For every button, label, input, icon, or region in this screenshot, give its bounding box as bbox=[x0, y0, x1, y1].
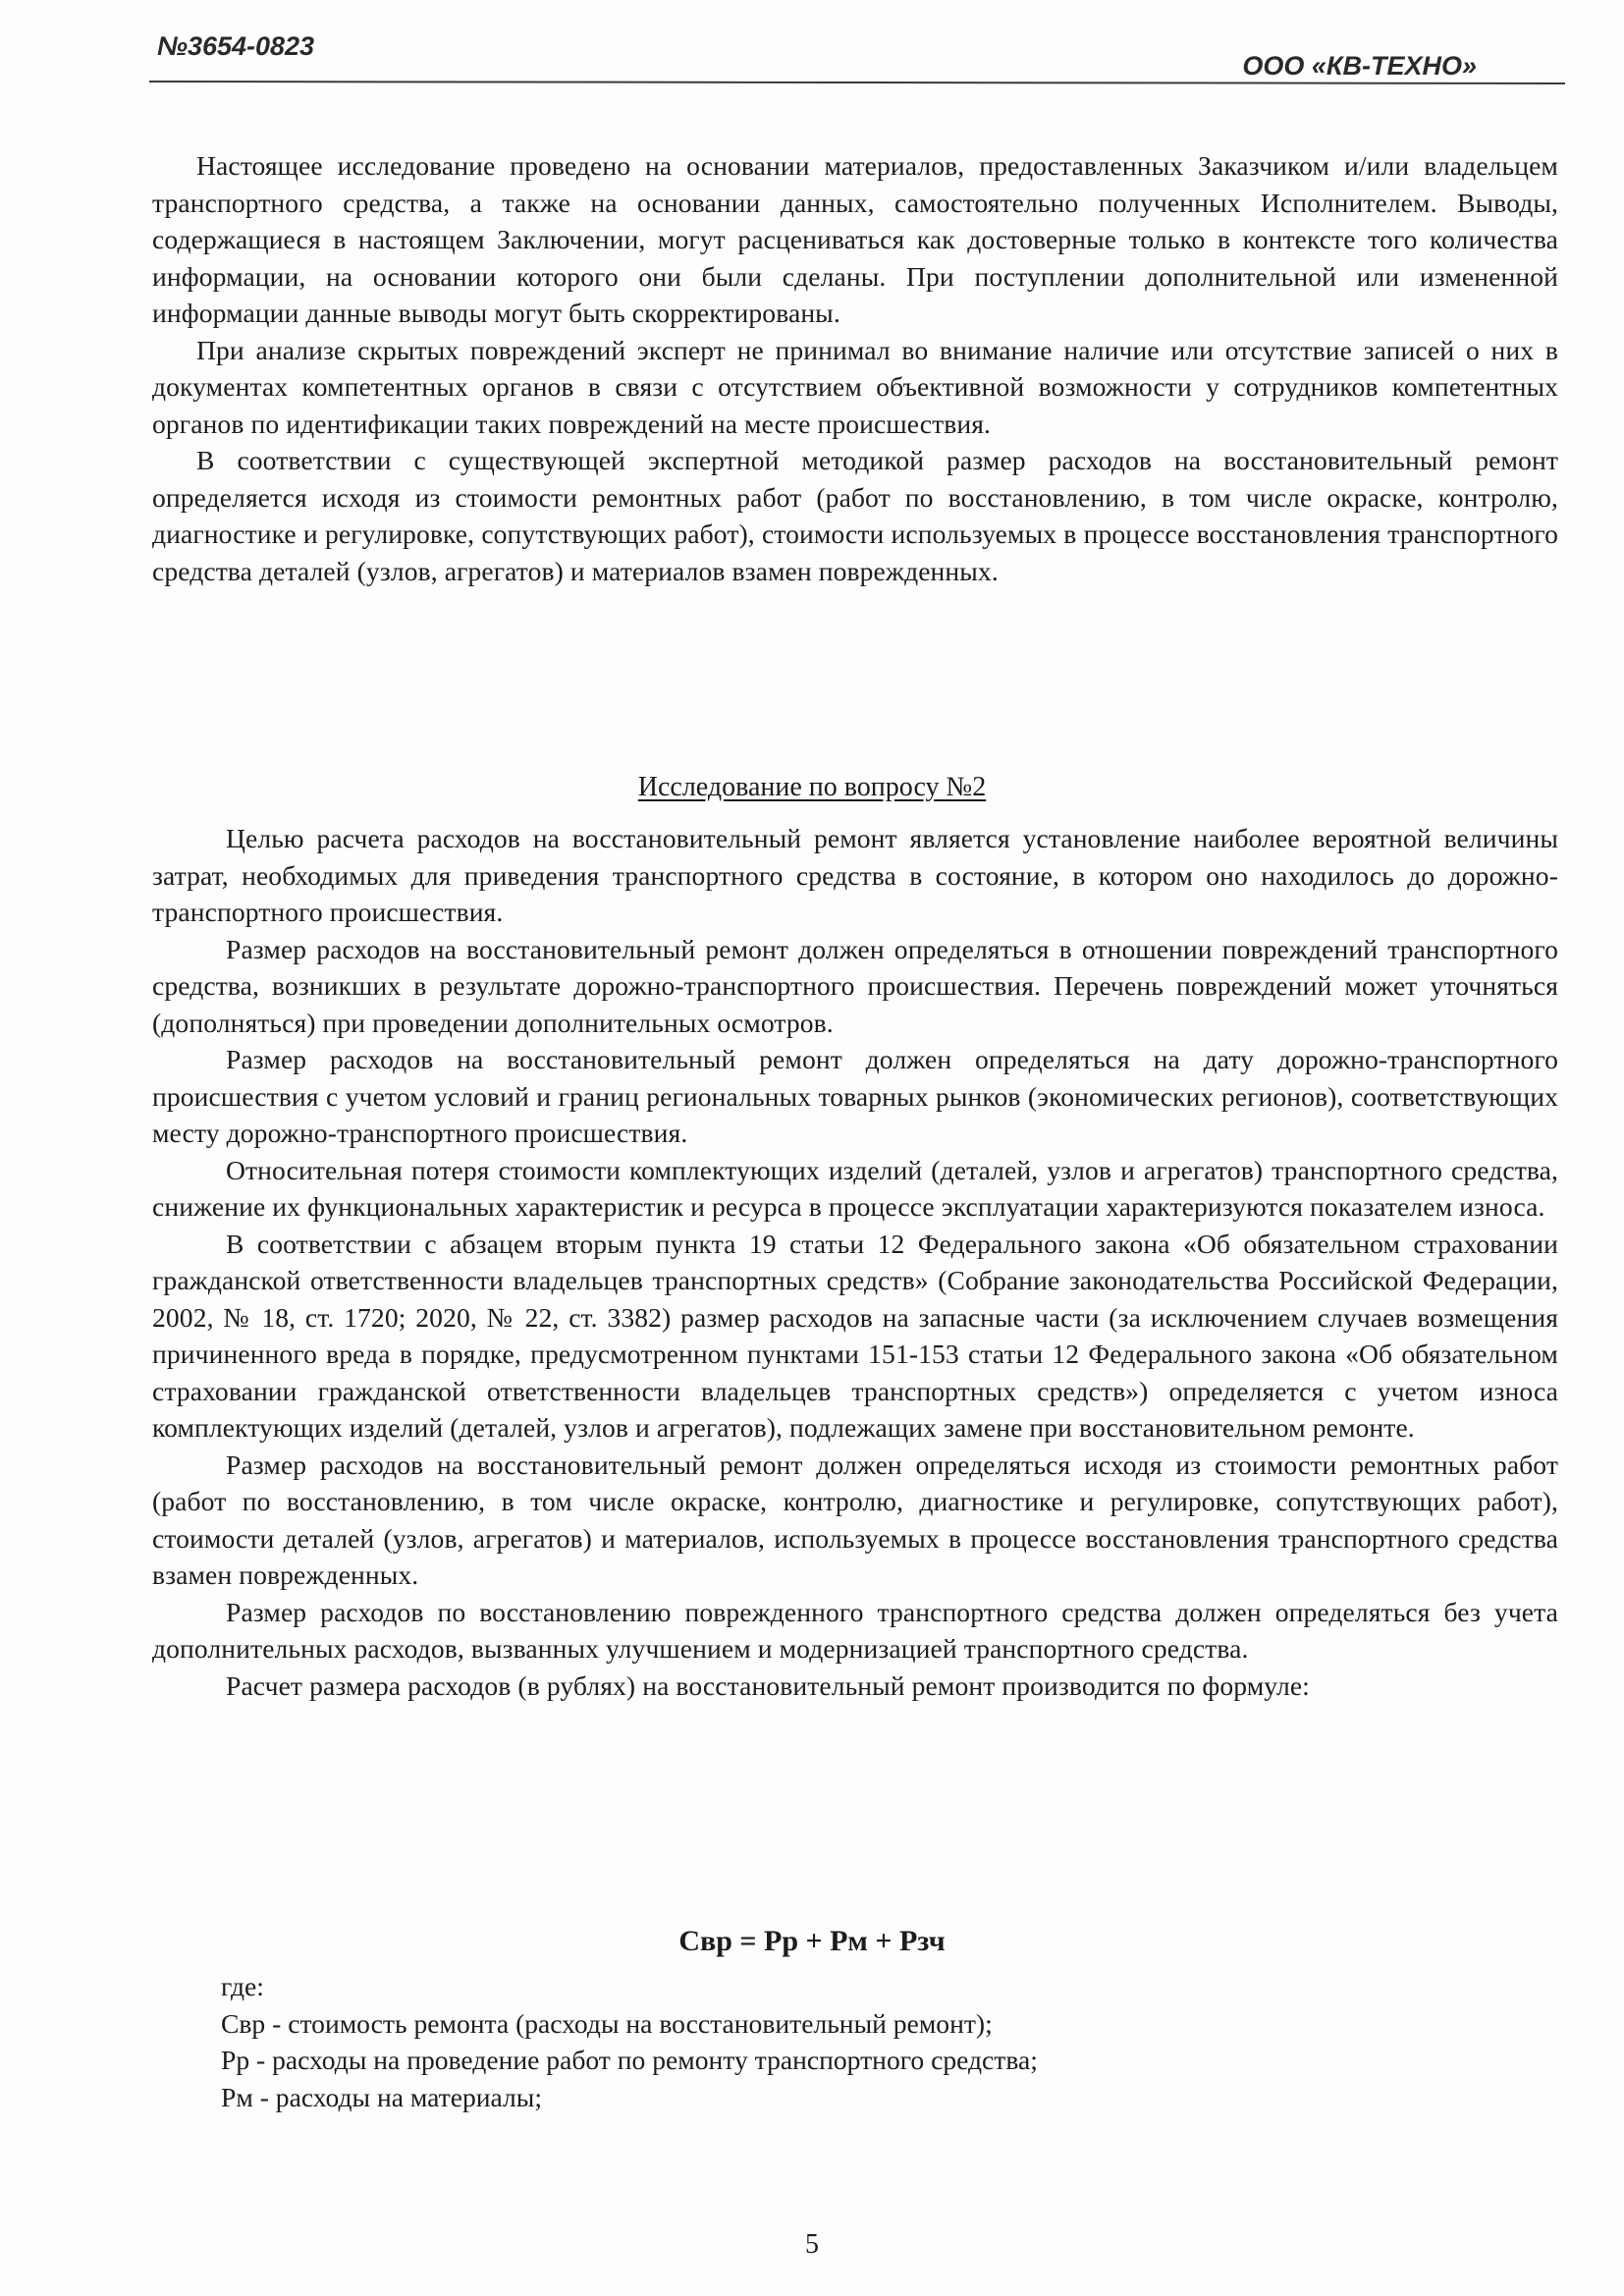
definition-item: Рр - расходы на проведение работ по ремонту транспортного средства; bbox=[221, 2045, 1038, 2075]
paragraph: Расчет размера расходов (в рублях) на восстановительный ремонт производится по формуле: bbox=[226, 1669, 1310, 1701]
paragraph: Размер расходов на восстановительный ремонт должен определяться исходя из стоимости ремонтных работ (работ по восстановлению, в том числе окраске, контролю, диагностике и регулировке, сопутствующих работ), стоимости деталей (узлов, агрегатов) и материалов, используемых в процессе восстановления транспортного средства взамен поврежденных. bbox=[152, 1449, 1558, 1590]
definitions-intro: где: bbox=[221, 1971, 264, 2001]
formula-definitions bbox=[221, 1968, 1038, 2115]
definition-item: Свр - стоимость ремонта (расходы на восстановительный ремонт); bbox=[221, 2007, 993, 2039]
company-name: ООО «КВ-ТЕХНО» bbox=[1242, 51, 1477, 81]
paragraph: При анализе скрытых повреждений эксперт не принимал во внимание наличие или отсутствие записей о них в документах компетентных органов в связи с отсутствием объективной возможности у сотрудников компетентных органов по идентификации таких повреждений на месте происшествия. bbox=[152, 334, 1558, 439]
cost-formula: Свр = Рр + Рм + Рзч bbox=[678, 1925, 946, 1957]
document-number: №3654-0823 bbox=[157, 31, 315, 61]
paragraph: Размер расходов на восстановительный ремонт должен определяться на дату дорожно-транспортного происшествия с учетом условий и границ региональных товарных рынков (экономических регионов), соответствующих месту дорожно-транспортного происшествия. bbox=[152, 1044, 1558, 1148]
intro-text-block bbox=[152, 147, 1558, 589]
paragraph: Настоящее исследование проведено на основании материалов, предоставленных Заказчиком и/или владельцем транспортного средства, а также на основании данных, самостоятельно полученных Исполнителем. Выводы, содержащиеся в настоящем Заключении, могут расцениваться как достоверные только в контексте того количества информации, на основании которого они были сделаны. При поступлении дополнительной или измененной информации данные выводы могут быть скорректированы. bbox=[152, 150, 1558, 328]
definition-item: Рм - расходы на материалы; bbox=[221, 2081, 543, 2112]
page-number: 5 bbox=[805, 2229, 819, 2260]
paragraph: В соответствии с существующей экспертной методикой размер расходов на восстановительный ремонт определяется исходя из стоимости ремонтных работ (работ по восстановлению, в том числе окраске, контролю, диагностике и регулировке, сопутствующих работ), стоимости используемых в процессе восстановления транспортного средства деталей (узлов, агрегатов) и материалов взамен поврежденных. bbox=[152, 445, 1558, 586]
section-title: Исследование по вопросу №2 bbox=[637, 772, 987, 802]
section-text-block bbox=[152, 820, 1558, 1704]
paragraph: Размер расходов по восстановлению поврежденного транспортного средства должен определяться без учета дополнительных расходов, вызванных улучшением и модернизацией транспортного средства. bbox=[152, 1596, 1558, 1664]
paragraph: Целью расчета расходов на восстановительный ремонт является установление наиболее вероятной величины затрат, необходимых для приведения транспортного средства в состояние, в котором оно находилось до дорожно-транспортного происшествия. bbox=[152, 823, 1558, 927]
paragraph: Размер расходов на восстановительный ремонт должен определяться в отношении повреждений транспортного средства, возникших в результате дорожно-транспортного происшествия. Перечень повреждений может уточняться (дополняться) при проведении дополнительных осмотров. bbox=[152, 933, 1558, 1038]
paragraph: Относительная потеря стоимости комплектующих изделий (деталей, узлов и агрегатов) транспортного средства, снижение их функциональных характеристик и ресурса в процессе эксплуатации характеризуются показателем износа. bbox=[152, 1154, 1558, 1222]
paragraph: В соответствии с абзацем вторым пункта 19 статьи 12 Федерального закона «Об обязательном страховании гражданской ответственности владельцев транспортных средств» (Собрание законодательства Российской Федерации, 2002, № 18, ст. 1720; 2020, № 22, ст. 3382) размер расходов на запасные части (за исключением случаев возмещения причиненного вреда в порядке, предусмотренном пунктами 151-153 статьи 12 Федерального закона «Об обязательном страховании гражданской ответственности владельцев транспортных средств») определяется с учетом износа комплектующих изделий (деталей, узлов и агрегатов), подлежащих замене при восстановительном ремонте. bbox=[152, 1228, 1558, 1443]
